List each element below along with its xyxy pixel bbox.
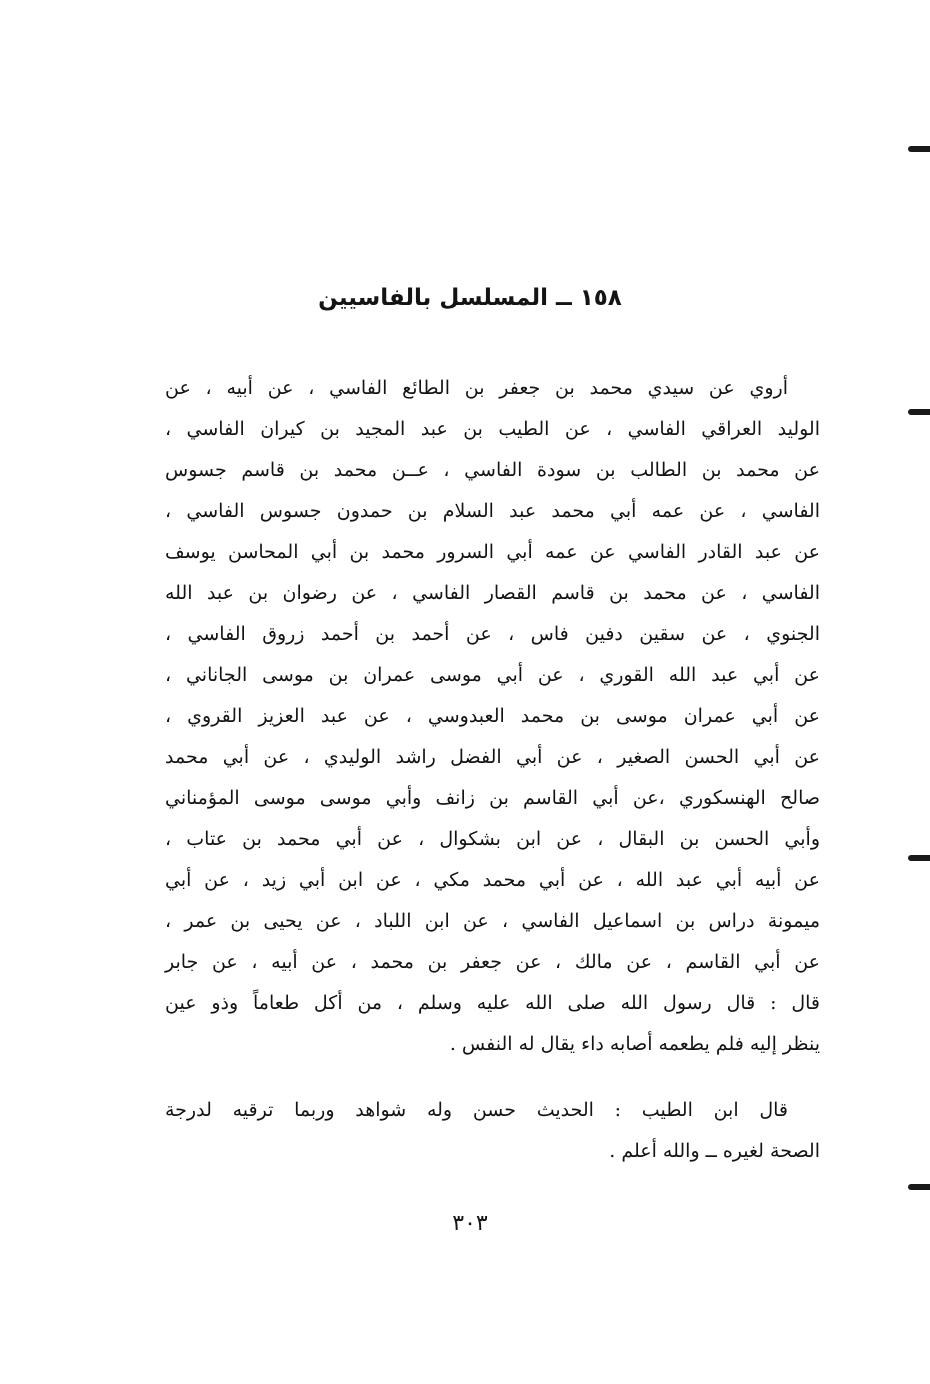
text-line: عن أبي عمران موسى بن محمد العبدوسي ، عن عبد العزيز القروي ، (165, 705, 820, 727)
text-line: الوليد العراقي الفاسي ، عن الطيب بن عبد المجيد بن كيران الفاسي ، (165, 418, 820, 440)
text-line: قال : قال رسول الله صلى الله عليه وسلم ، من أكل طعاماً وذو عين (165, 992, 820, 1014)
section-heading: ١٥٨ ــ المسلسل بالفاسيين (318, 285, 622, 311)
text-line: صالح الهنسكوري ،عن أبي القاسم بن زانف وأبي موسى موسى المؤمناني (165, 787, 820, 809)
text-line: عن أبي عبد الله القوري ، عن أبي موسى عمران بن موسى الجاناني ، (165, 664, 820, 686)
page-edge-mark (908, 409, 930, 415)
text-line: الفاسي ، عن محمد بن قاسم القصار الفاسي ، عن رضوان بن عبد الله (165, 582, 820, 604)
text-line: أروي عن سيدي محمد بن جعفر بن الطائع الفاسي ، عن أبيه ، عن (165, 377, 788, 399)
text-line: ميمونة دراس بن اسماعيل الفاسي ، عن ابن اللباد ، عن يحيى بن عمر ، (165, 910, 820, 932)
text-line: عن أبي الحسن الصغير ، عن أبي الفضل راشد الوليدي ، عن أبي محمد (165, 746, 820, 768)
text-line: الجنوي ، عن سقين دفين فاس ، عن أحمد بن أحمد زروق الفاسي ، (165, 623, 820, 645)
text-line: ينظر إليه فلم يطعمه أصابه داء يقال له النفس . (449, 1033, 820, 1055)
text-line: الفاسي ، عن عمه أبي محمد عبد السلام بن حمدون جسوس الفاسي ، (165, 500, 820, 522)
hadith-chain-paragraph (165, 368, 820, 1065)
text-line: عن أبيه أبي عبد الله ، عن أبي محمد مكي ، عن ابن أبي زيد ، عن أبي (165, 869, 820, 891)
page-edge-mark (908, 1184, 930, 1190)
text-line: وأبي الحسن بن البقال ، عن ابن بشكوال ، عن أبي محمد بن عتاب ، (165, 828, 820, 850)
page-edge-mark (908, 855, 930, 861)
page-edge-mark (908, 146, 930, 152)
text-line: قال ابن الطيب : الحديث حسن وله شواهد وربما ترقيه لدرجة (165, 1099, 788, 1121)
page-number: ٣٠٣ (452, 1211, 488, 1236)
commentary-paragraph (165, 1090, 820, 1172)
text-line: الصحة لغيره ــ والله أعلم . (609, 1140, 820, 1162)
text-line: عن أبي القاسم ، عن مالك ، عن جعفر بن محمد ، عن أبيه ، عن جابر (165, 951, 820, 973)
text-line: عن محمد بن الطالب بن سودة الفاسي ، عــن محمد بن قاسم جسوس (165, 459, 820, 481)
text-line: عن عبد القادر الفاسي عن عمه أبي السرور محمد بن أبي المحاسن يوسف (165, 541, 820, 563)
